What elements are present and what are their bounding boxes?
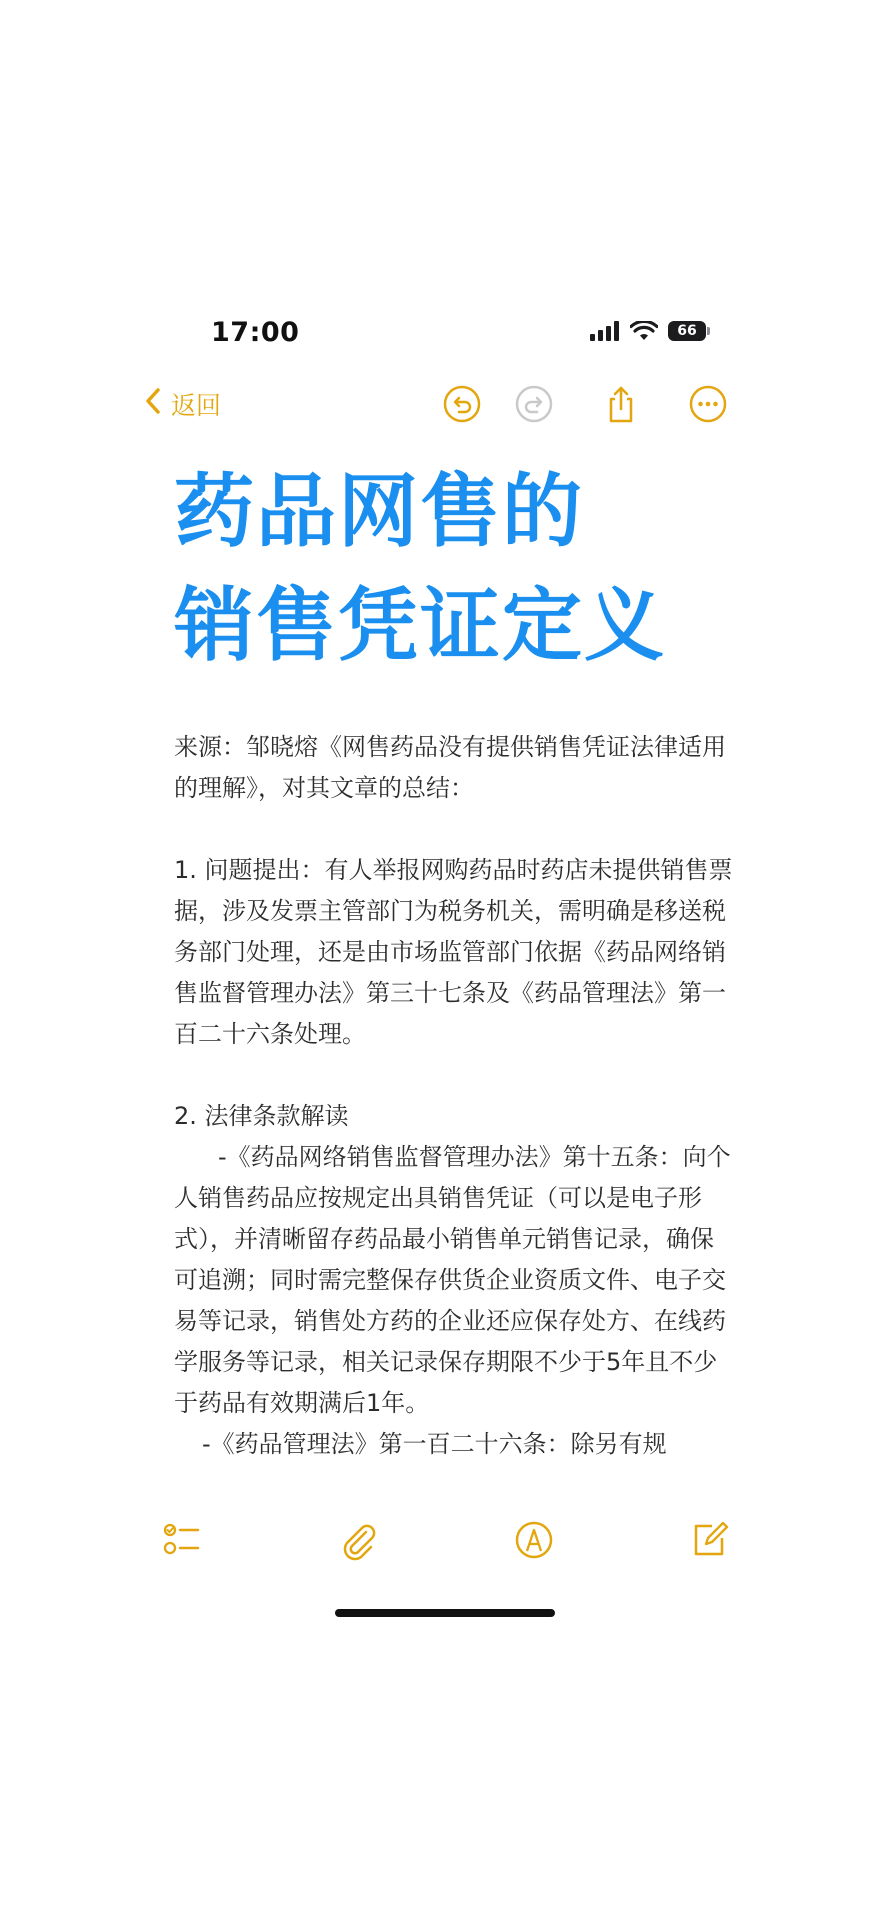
blank-line bbox=[174, 809, 734, 850]
battery-indicator: 66 bbox=[668, 321, 706, 341]
note-title-line: 药品网售的 bbox=[174, 465, 584, 558]
compose-icon[interactable] bbox=[688, 1518, 732, 1562]
home-indicator[interactable] bbox=[335, 1609, 555, 1617]
note-text-article15: -《药品网络销售监督管理办法》第十五条：向个人销售药品应按规定出具销售凭证（可以是电子形式），并清晰留存药品最小销售单元销售记录，确保可追溯；同时需完整保存供货企业资质文件、电子交易等记录，销售处方药的企业还应保存处方、在线药学服务等记录，相关记录保存期限不少于5年且不少于药品有效期满后1年。 bbox=[174, 1143, 731, 1417]
checklist-icon[interactable] bbox=[160, 1518, 204, 1562]
back-chevron-icon bbox=[145, 387, 161, 421]
status-icons bbox=[590, 321, 706, 341]
markup-icon[interactable] bbox=[512, 1518, 556, 1562]
note-title[interactable] bbox=[174, 455, 774, 683]
bottom-toolbar bbox=[0, 1518, 886, 1568]
cellular-signal-icon bbox=[590, 321, 620, 341]
nav-bar bbox=[0, 380, 886, 436]
note-text-article126: -《药品管理法》第一百二十六条：除另有规 bbox=[202, 1430, 667, 1458]
back-label: 返回 bbox=[171, 391, 222, 420]
more-icon[interactable] bbox=[688, 384, 728, 424]
note-body[interactable] bbox=[174, 727, 734, 1507]
wifi-icon bbox=[630, 321, 658, 341]
undo-icon[interactable] bbox=[442, 384, 482, 424]
note-paragraph-source: 来源：邹晓熔《网售药品没有提供销售凭证法律适用的理解》，对其文章的总结： bbox=[174, 733, 726, 802]
note-paragraph-heading: 2. 法律条款解读 bbox=[174, 1102, 349, 1130]
back-button[interactable] bbox=[145, 386, 221, 422]
status-bar bbox=[0, 313, 886, 357]
redo-icon[interactable] bbox=[514, 384, 554, 424]
status-time: 17:00 bbox=[211, 317, 300, 348]
note-paragraph-article15 bbox=[174, 1137, 734, 1424]
note-paragraph-issue: 1. 问题提出：有人举报网购药品时药店未提供销售票据，涉及发票主管部门为税务机关，需明确是移送税务部门处理，还是由市场监管部门依据《药品网络销售监督管理办法》第三十七条及《药品管理法》第一百二十六条处理。 bbox=[174, 856, 733, 1048]
blank-line bbox=[174, 1055, 734, 1096]
note-paragraph-article126 bbox=[174, 1424, 734, 1465]
attachment-icon[interactable] bbox=[336, 1518, 380, 1562]
note-title-line: 销售凭证定义 bbox=[174, 579, 666, 672]
share-icon[interactable] bbox=[601, 384, 641, 424]
